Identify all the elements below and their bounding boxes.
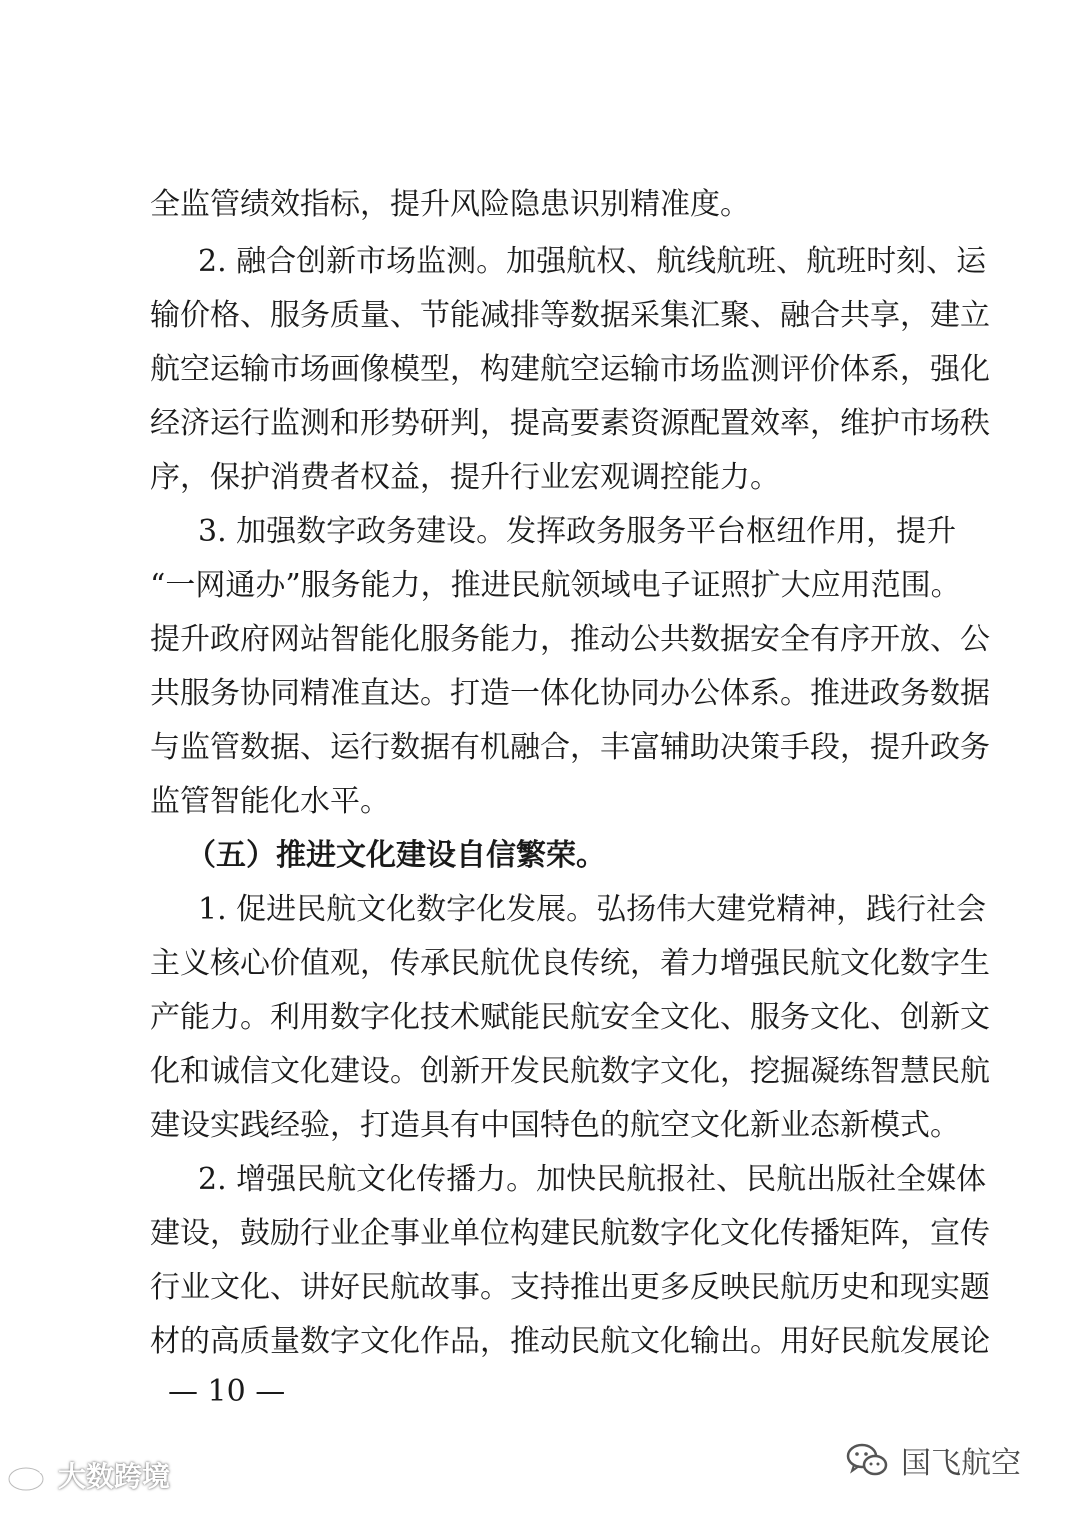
watermark-left <box>6 1455 170 1495</box>
line-text: 序，保护消费者权益，提升行业宏观调控能力。 <box>150 460 780 495</box>
line-text: 建设实践经验，打造具有中国特色的航空文化新业态新模式。 <box>150 1108 960 1143</box>
line-text: 共服务协同精准直达。打造一体化协同办公体系。推进政务数据 <box>150 676 990 711</box>
line-text: 材的高质量数字文化作品，推动民航文化输出。用好民航发展论 <box>150 1324 990 1359</box>
line-text: 监管智能化水平。 <box>150 784 390 819</box>
line-text: 建设，鼓励行业企事业单位构建民航数字化文化传播矩阵，宣传 <box>150 1216 990 1251</box>
line-text: 产能力。利用数字化技术赋能民航安全文化、服务文化、创新文 <box>150 1000 990 1035</box>
wechat-logo-icon <box>845 1441 889 1479</box>
line-text: 全监管绩效指标，提升风险隐患识别精准度。 <box>150 187 750 222</box>
line-text: 1. 促进民航文化数字化发展。弘扬伟大建党精神，践行社会 <box>198 892 987 927</box>
line-text: 主义核心价值观，传承民航优良传统，着力增强民航文化数字生 <box>150 946 990 981</box>
watermark-left-text: 大数跨境 <box>58 1460 171 1493</box>
line-text: 航空运输市场画像模型，构建航空运输市场监测评价体系，强化 <box>150 352 990 387</box>
watermark-right-text: 国飞航空 <box>901 1446 1021 1481</box>
line-text: 2. 融合创新市场监测。加强航权、航线航班、航班时刻、运 <box>198 244 987 279</box>
line-text: 经济运行监测和形势研判，提高要素资源配置效率，维护市场秩 <box>150 406 990 441</box>
line-text: 3. 加强数字政务建设。发挥政务服务平台枢纽作用，提升 <box>198 514 957 549</box>
heading-text: （五）推进文化建设自信繁荣。 <box>186 838 606 873</box>
watermark-right <box>845 1435 1021 1485</box>
line-text: 输价格、服务质量、节能减排等数据采集汇聚、融合共享，建立 <box>150 298 990 333</box>
page-number: — 10 — <box>168 1374 286 1409</box>
line-text: 与监管数据、运行数据有机融合，丰富辅助决策手段，提升政务 <box>150 730 990 765</box>
line-text: 化和诚信文化建设。创新开发民航数字文化，挖掘凝练智慧民航 <box>150 1054 990 1089</box>
line-text: 行业文化、讲好民航故事。支持推出更多反映民航历史和现实题 <box>150 1270 990 1305</box>
weibo-logo-icon <box>6 1457 52 1493</box>
line-text: 提升政府网站智能化服务能力，推动公共数据安全有序开放、公 <box>150 622 990 657</box>
line-text: “一网通办”服务能力，推进民航领域电子证照扩大应用范围。 <box>150 568 961 603</box>
line-text: 2. 增强民航文化传播力。加快民航报社、民航出版社全媒体 <box>198 1162 987 1197</box>
